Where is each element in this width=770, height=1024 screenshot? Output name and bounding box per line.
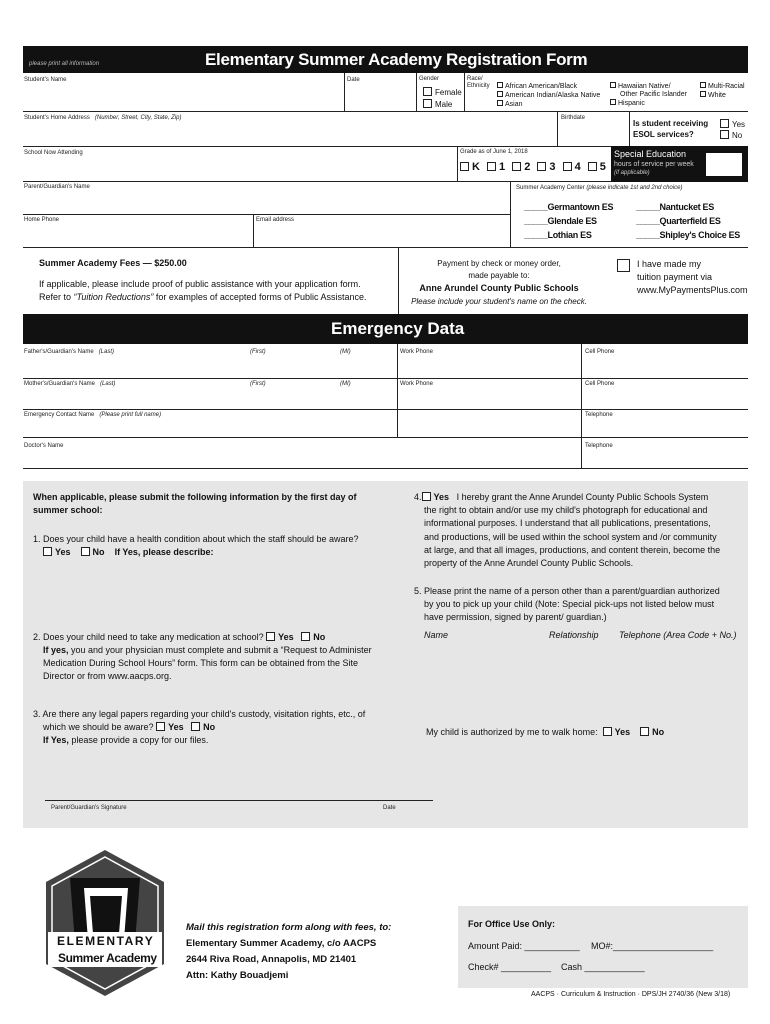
centers-left (524, 200, 613, 242)
father-cell-label: Cell Phone (585, 349, 615, 355)
grade-label: Grade as of June 1, 2018 (460, 149, 528, 155)
email-label: Email address (256, 217, 295, 223)
special-ed-box (611, 146, 748, 182)
race-options-col1 (497, 82, 600, 109)
esol-no-checkbox[interactable]: No (720, 130, 745, 141)
grade-4[interactable]: 4 (563, 161, 581, 173)
divider (510, 181, 511, 247)
footer-code: AACPS · Curriculum & Instruction · DPS/JH 2740/36 (New 3/18) (531, 991, 731, 998)
race-option[interactable]: African American/Black (497, 82, 600, 91)
divider (23, 409, 748, 410)
checkbox-icon (700, 82, 706, 88)
race-option[interactable]: White (700, 91, 745, 100)
q1-no-checkbox[interactable]: No (81, 547, 105, 557)
race-option-cont: Other Pacific Islander (620, 91, 687, 98)
center-option[interactable]: _____Lothian ES (524, 230, 592, 240)
question-3: 3. Are there any legal papers regarding your child's custody, visitation rights, etc., of which we should be aware? Yes No If Yes, please provide a copy for our files. (33, 709, 366, 745)
question-5: 5. Please print the name of a person other than a parent/guardian authorized by you to pick up your child (Note: Special pick-ups not listed below must have permission, signed by parent/ guardian.) (414, 586, 720, 623)
checkbox-icon (497, 82, 503, 88)
race-label: Race/ (467, 76, 483, 82)
father-first-label: (First) (250, 349, 266, 355)
office-cash: Cash ____________ (561, 962, 645, 972)
checkbox-icon (720, 119, 729, 128)
divider (416, 73, 417, 111)
office-check: Check# __________ (468, 962, 552, 972)
special-ed-title: Special Education (614, 149, 687, 159)
pickup-telephone-label: Telephone (Area Code + No.) (619, 630, 737, 640)
father-label: Father's/Guardian's Name (Last) (24, 349, 115, 355)
grade-2[interactable]: 2 (512, 161, 530, 173)
center-option[interactable]: _____Quarterfield ES (636, 216, 721, 226)
academy-logo (40, 848, 170, 998)
divider (23, 247, 748, 248)
mother-first-label: (First) (250, 381, 266, 387)
fees-title: Summer Academy Fees — $250.00 (39, 258, 187, 268)
online-payment-text: I have made my tuition payment via www.MyPaymentsPlus.com (637, 259, 748, 295)
divider (23, 214, 510, 215)
logo-line1: ELEMENTARY (57, 934, 155, 948)
online-payment-checkbox[interactable] (617, 259, 630, 272)
esol-question: Is student receiving ESOL services? (633, 119, 709, 139)
female-label: Female (435, 88, 462, 97)
divider (629, 111, 630, 146)
office-use-box (458, 906, 748, 988)
mother-work-label: Work Phone (400, 381, 433, 387)
grade-options (460, 161, 606, 173)
pickup-name-label: Name (424, 630, 449, 640)
doctor-label: Doctor's Name (24, 443, 64, 449)
grade-3[interactable]: 3 (537, 161, 555, 173)
date-label: Date (347, 77, 360, 83)
divider (23, 111, 748, 112)
question-2: 2. Does your child need to take any medication at school? Yes No If yes, you and your physician must complete and submit a “Request to Administer Medication During School Hours” form. This form can be obtained from the Site Director or from www.aacps.org. (33, 632, 372, 681)
doctor-telephone-label: Telephone (585, 443, 613, 449)
grade-k[interactable]: K (460, 161, 480, 173)
question-1: 1. Does your child have a health condition about which the staff should be aware? Yes No If Yes, please describe: (33, 534, 359, 557)
divider (581, 344, 582, 468)
office-amount: Amount Paid: ___________ (468, 941, 580, 951)
walk-no-checkbox[interactable]: No (640, 727, 664, 737)
q3-no-checkbox[interactable]: No (191, 722, 215, 732)
header-bar (23, 46, 748, 73)
centers-right (636, 200, 740, 242)
q3-yes-checkbox[interactable]: Yes (156, 722, 184, 732)
checkbox-icon (610, 82, 616, 88)
checkbox-icon (423, 99, 432, 108)
divider (23, 468, 748, 469)
walk-home: My child is authorized by me to walk home: Yes No (426, 727, 665, 737)
special-ed-hours: hours of service per week (614, 161, 694, 168)
father-mi-label: (MI) (340, 349, 351, 355)
male-label: Male (435, 100, 453, 109)
home-address-label: Student's Home Address (Number, Street, City, State, Zip) (24, 115, 182, 121)
checkbox-icon (720, 130, 729, 139)
contact-telephone-label: Telephone (585, 412, 613, 418)
divider (457, 146, 458, 181)
race-option[interactable]: Hispanic (610, 99, 687, 108)
ethnicity-label: Ethnicity (467, 83, 490, 89)
grade-1[interactable]: 1 (487, 161, 505, 173)
payment-info: Payment by check or money order, made payable to: Anne Arundel County Public Schools Please include your student's name on the check. (411, 259, 587, 306)
male-checkbox[interactable] (423, 99, 452, 109)
q2-no-checkbox[interactable]: No (301, 632, 325, 642)
center-option[interactable]: _____Glendale ES (524, 216, 597, 226)
mother-label: Mother's/Guardian's Name (Last) (24, 381, 116, 387)
mother-cell-label: Cell Phone (585, 381, 615, 387)
female-checkbox[interactable] (423, 87, 462, 97)
pickup-relationship-label: Relationship (549, 630, 599, 640)
emergency-header (23, 314, 748, 344)
special-ed-note: (if applicable) (614, 170, 650, 176)
divider (23, 378, 748, 379)
divider (344, 73, 345, 111)
checkbox-icon (700, 91, 706, 97)
signature-label: Parent/Guardian's Signature (51, 805, 127, 811)
logo-line2: Summer Academy (58, 951, 157, 965)
q2-yes-checkbox[interactable]: Yes (266, 632, 294, 642)
checkbox-icon (423, 87, 432, 96)
race-option[interactable]: Hawaiian Native/ (610, 82, 687, 91)
birthdate-label: Birthdate (561, 115, 586, 121)
student-name-label: Student's Name (24, 77, 67, 83)
emergency-title: Emergency Data (331, 319, 465, 338)
divider (464, 73, 465, 111)
checkbox-icon (497, 100, 503, 106)
race-option[interactable]: Multi-Racial (700, 82, 745, 91)
checkbox-icon (610, 99, 616, 105)
contact-label: Emergency Contact Name (Please print full name) (24, 412, 162, 418)
race-option[interactable]: Asian (497, 100, 600, 109)
center-option[interactable]: _____Germantown ES (524, 202, 614, 212)
divider (253, 214, 254, 247)
checkbox-icon (497, 91, 503, 97)
grade-5[interactable]: 5 (588, 161, 606, 173)
home-phone-label: Home Phone (24, 217, 60, 223)
school-label: School Now Attending (24, 150, 83, 156)
race-options-col2 (610, 82, 687, 108)
esol-options (720, 119, 745, 141)
gender-label: Gender (419, 76, 440, 82)
fees-text: If applicable, please include proof of public assistance with your application form. Refer to “Tuition Reductions” for examples of accepted forms of Public Assistance. (39, 279, 367, 302)
race-option[interactable]: American Indian/Alaska Native (497, 91, 600, 100)
office-title: For Office Use Only: (468, 919, 556, 929)
center-option[interactable]: _____Shipley's Choice ES (636, 230, 740, 240)
esol-yes-checkbox[interactable]: Yes (720, 119, 745, 130)
print-note: please print all information (29, 61, 100, 67)
race-options-col3 (700, 82, 745, 100)
page-title: Elementary Summer Academy Registration Form (205, 50, 588, 69)
parent-name-label: Parent/Guardian's Name (24, 184, 90, 190)
signature-date-label: Date (383, 805, 396, 811)
question-4: 4. Yes I hereby grant the Anne Arundel County Public Schools System the right to obtain and/or use my child's photograph for educational and informational purposes. I understand that all publications, presentations, and productions, will be used within the school system and /or community at large, and that all images, productions, and content therein, become the property of the Anne Arundel County Public Schools. (414, 492, 721, 569)
special-ed-hours-input[interactable] (706, 153, 742, 176)
signature-line[interactable] (45, 800, 433, 801)
q4-yes-checkbox[interactable]: Yes (422, 492, 450, 502)
divider (397, 344, 398, 437)
mother-mi-label: (MI) (340, 381, 351, 387)
walk-yes-checkbox[interactable]: Yes (603, 727, 631, 737)
father-work-label: Work Phone (400, 349, 433, 355)
info-intro: When applicable, please submit the following information by the first day of summer school: (33, 492, 357, 515)
center-label: Summer Academy Center (please indicate 1st and 2nd choice) (516, 185, 683, 191)
center-option[interactable]: _____Nantucket ES (636, 202, 714, 212)
divider (23, 181, 632, 182)
office-mo: MO#:____________________ (591, 941, 714, 951)
q1-yes-checkbox[interactable]: Yes (43, 547, 71, 557)
divider (557, 111, 558, 146)
divider (398, 247, 399, 314)
divider (23, 437, 748, 438)
mail-info: Mail this registration form along with fees, to: Elementary Summer Academy, c/o AACPS 2644 Riva Road, Annapolis, MD 21401 Attn: Kathy Bouadjemi (186, 922, 392, 981)
